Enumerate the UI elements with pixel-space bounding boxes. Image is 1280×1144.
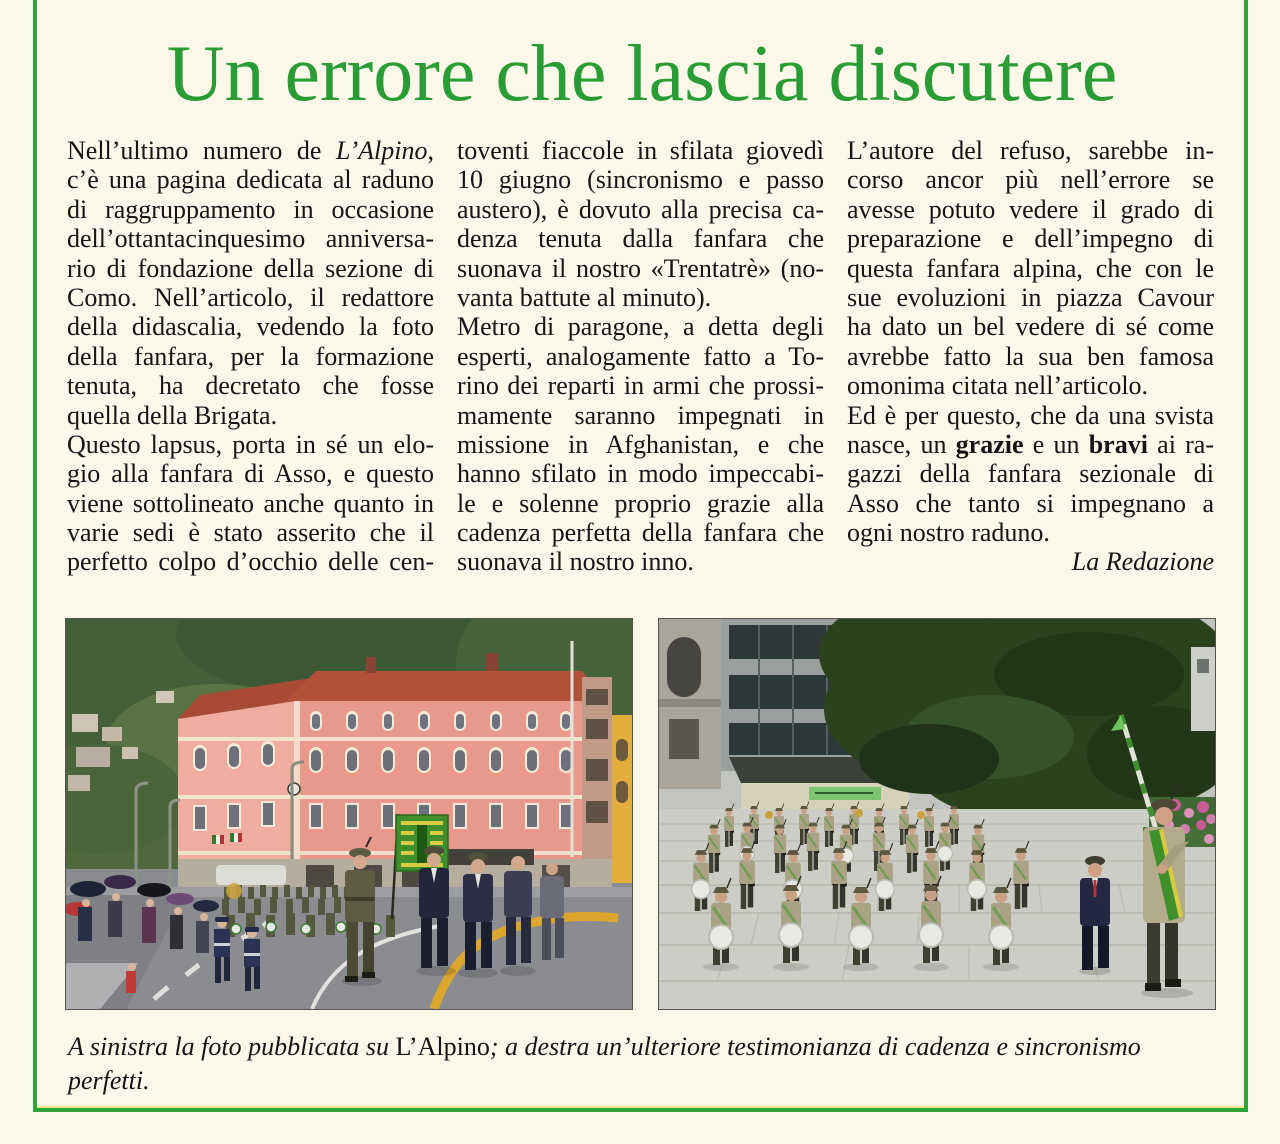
bold-text: grazie	[955, 429, 1024, 459]
bold-text: bravi	[1088, 429, 1148, 459]
text-run: sue evoluzioni in piazza Cavour	[847, 282, 1214, 312]
article-line	[457, 518, 824, 547]
text-run: gio alla fanfara di Asso, e questo	[67, 459, 434, 489]
article-line	[847, 312, 1214, 341]
text-run: quella della Brigata.	[67, 400, 278, 430]
text-run: avrebbe fatto la sua ben famosa	[847, 341, 1214, 371]
caption-italic-tail: ; a destra un’ulteriore testimonianza di cadenza e sincronismo perfetti.	[68, 1032, 1141, 1095]
byline	[847, 547, 1214, 576]
text-run: mamente saranno impegnati in	[457, 400, 824, 430]
article-line	[67, 312, 434, 341]
article-line	[457, 371, 824, 400]
text-run: rino dei reparti in armi che prossi-	[457, 371, 824, 401]
article-line	[67, 342, 434, 371]
article-line	[67, 195, 434, 224]
text-run: e un	[1023, 429, 1089, 459]
article-line	[847, 342, 1214, 371]
text-run: Metro di paragone, a detta degli	[457, 312, 824, 342]
article-column-3	[847, 136, 1214, 577]
article-line	[67, 283, 434, 312]
article-line	[67, 489, 434, 518]
text-run: denza tenuta dalla fanfara che	[457, 224, 824, 254]
article-line	[847, 224, 1214, 253]
text-run: nasce, un	[847, 429, 956, 459]
text-run: rio di fondazione della sezione di	[67, 253, 434, 283]
text-run: Asso che tanto si impegnano a	[847, 488, 1214, 518]
right-fanfare-photo	[659, 619, 1215, 1009]
article-line	[457, 489, 824, 518]
article-line	[847, 136, 1214, 165]
text-run: della didascalia, vedendo la foto	[67, 312, 434, 342]
article-line	[457, 342, 824, 371]
article-line	[847, 401, 1214, 430]
caption-roman-lalpino: L’Alpino	[395, 1032, 490, 1061]
text-run: Questo lapsus, porta in sé un elo-	[67, 429, 434, 459]
text-run: La Redazione	[1071, 547, 1214, 577]
article-line	[847, 283, 1214, 312]
left-parade-illustration	[66, 619, 632, 1009]
text-run: Ed è per questo, che da una svista	[847, 400, 1214, 430]
article-line	[67, 254, 434, 283]
article-line	[847, 459, 1214, 488]
text-run: tenuta, ha decretato che fosse	[67, 371, 434, 401]
caption-italic-lead: A sinistra la foto pubblicata su	[68, 1032, 396, 1061]
article-line	[457, 459, 824, 488]
article-line	[847, 489, 1214, 518]
text-run: vanta battute al minuto).	[457, 282, 712, 312]
article-column-2	[457, 136, 824, 577]
article-line	[847, 430, 1214, 459]
text-run: le e solenne proprio grazie alla	[457, 488, 824, 518]
article-line	[67, 430, 434, 459]
text-run: viene sottolineato anche quanto in	[67, 488, 434, 518]
article-line	[67, 136, 434, 165]
article-line	[457, 136, 824, 165]
text-run: Nell’ultimo numero de	[67, 136, 337, 165]
text-run: c’è una pagina dedicata al raduno	[67, 165, 434, 195]
text-run: di raggruppamento in occasione	[67, 194, 434, 224]
text-run: questa fanfara alpina, che con le	[847, 253, 1214, 283]
article-line	[847, 254, 1214, 283]
text-run: ai ra-	[1147, 429, 1214, 459]
article-line	[847, 165, 1214, 194]
article-line	[457, 224, 824, 253]
text-run: ,	[427, 136, 434, 165]
text-run: avesse potuto vedere il grado di	[847, 194, 1214, 224]
article-line	[457, 195, 824, 224]
text-run: Como. Nell’articolo, il redattore	[67, 282, 434, 312]
text-run: toventi fiaccole in sfilata giovedì	[457, 136, 824, 165]
text-run: preparazione e dell’impegno di	[847, 224, 1214, 254]
italic-text: L’Alpino	[336, 136, 428, 165]
text-run: corso ancor più nell’errore se	[847, 165, 1214, 195]
text-run: dell’ottantacinquesimo anniversa-	[67, 224, 434, 254]
text-run: austero), è dovuto alla precisa ca-	[457, 194, 824, 224]
text-run: suonava il nostro inno.	[457, 547, 694, 577]
article-line	[847, 371, 1214, 400]
article-line	[457, 312, 824, 341]
article-line	[457, 430, 824, 459]
article-line	[67, 518, 434, 547]
text-run: perfetto colpo d’occhio delle cen-	[67, 547, 434, 577]
text-run: varie sedi è stato asserito che il	[67, 518, 434, 548]
article-line	[67, 547, 434, 576]
article-line	[457, 165, 824, 194]
article-line	[457, 547, 824, 576]
text-run: esperti, analogamente fatto a To-	[457, 341, 824, 371]
article-line	[457, 401, 824, 430]
page-title: Un errore che lascia discutere	[166, 30, 1118, 118]
text-run: omonima citata nell’articolo.	[847, 371, 1149, 401]
photo-caption	[68, 1030, 1218, 1098]
article-line	[67, 401, 434, 430]
text-run: della fanfara, per la formazione	[67, 341, 434, 371]
article-line	[847, 518, 1214, 547]
article-column-1	[67, 136, 434, 577]
text-run: hanno sfilato in modo impeccabi-	[457, 459, 824, 489]
article-line	[67, 165, 434, 194]
text-run: ogni nostro raduno.	[847, 518, 1050, 548]
article-columns	[67, 136, 1214, 577]
text-run: gazzi della fanfara sezionale di	[847, 459, 1214, 489]
article-line	[67, 371, 434, 400]
article-line	[847, 195, 1214, 224]
article-line	[67, 224, 434, 253]
text-run: L’autore del refuso, sarebbe in-	[847, 136, 1214, 165]
right-fanfare-illustration	[659, 619, 1215, 1009]
article-line	[457, 283, 824, 312]
text-run: 10 giugno (sincronismo e passo	[457, 165, 824, 195]
text-run: missione in Afghanistan, e che	[457, 429, 824, 459]
text-run: suonava il nostro «Trentatrè» (no-	[457, 253, 824, 283]
text-run: cadenza perfetta della fanfara che	[457, 518, 824, 548]
left-parade-photo	[66, 619, 632, 1009]
article-line	[457, 254, 824, 283]
text-run: ha dato un bel vedere di sé come	[847, 312, 1214, 342]
article-line	[67, 459, 434, 488]
